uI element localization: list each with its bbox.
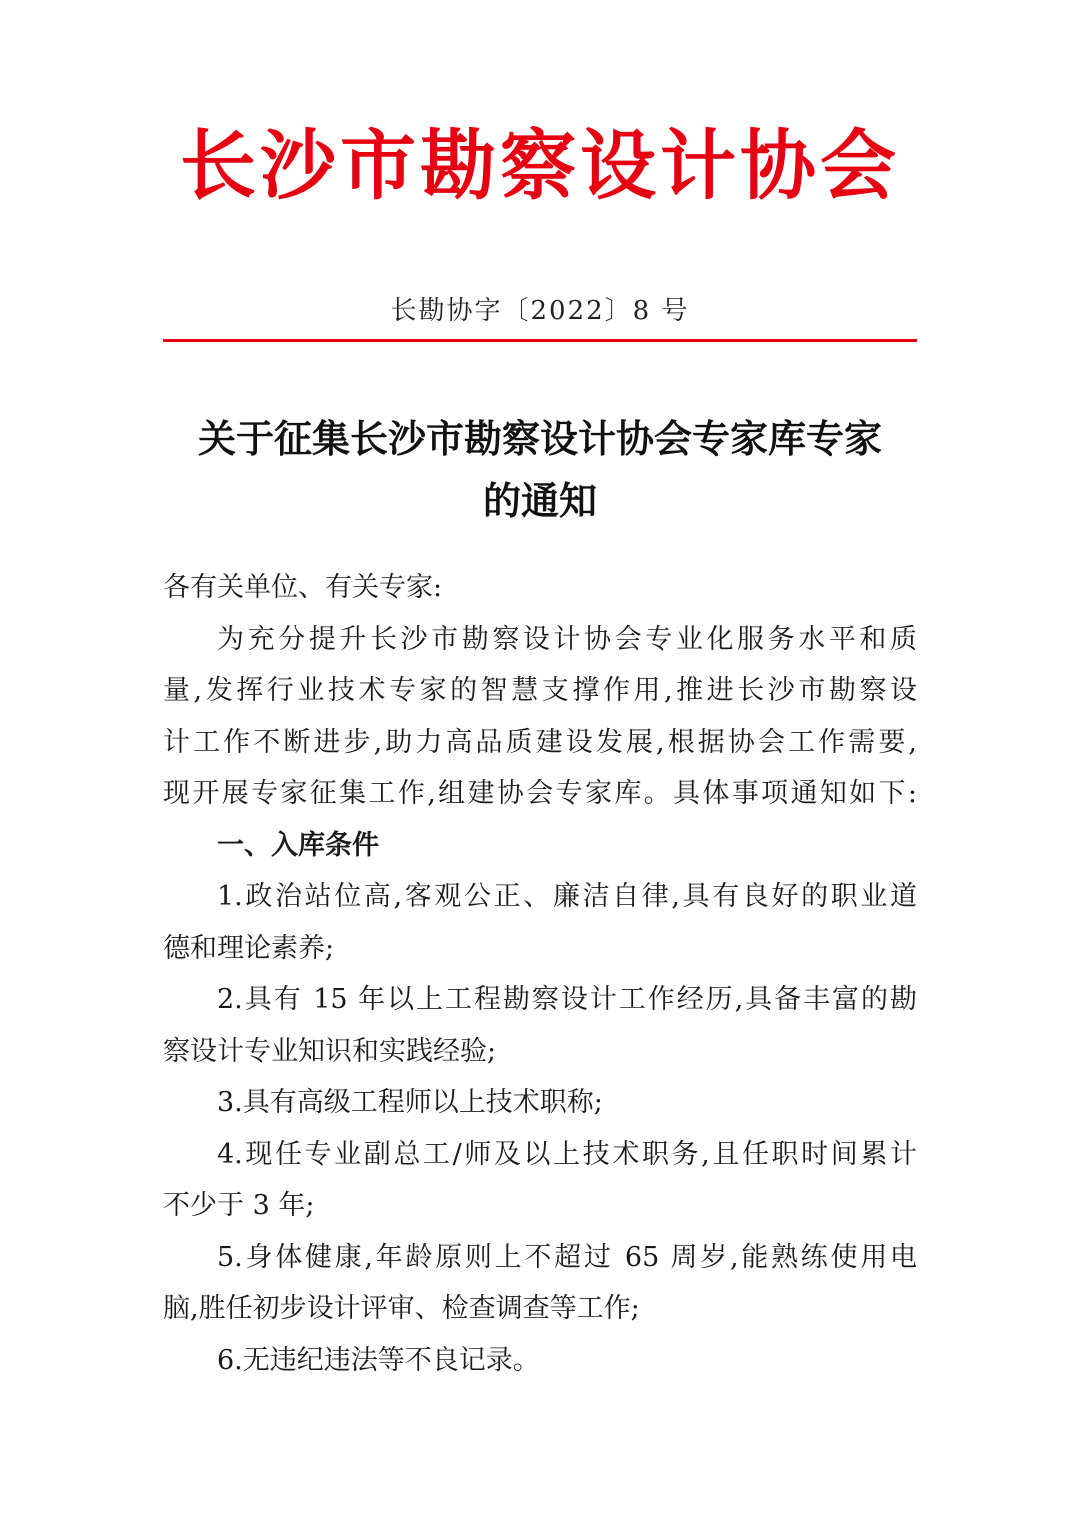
org-letterhead-title: 长沙市勘察设计协会 [180,121,900,210]
notice-title-line-1: 关于征集长沙市勘察设计协会专家库专家 [197,416,882,461]
condition-1-line-2: 德和理论素养; [163,932,335,964]
condition-2-line-1: 2.具有 15 年以上工程勘察设计工作经历,具备丰富的勘 [217,984,917,1015]
condition-3-line-1: 3.具有高级工程师以上技术职称; [217,1087,603,1118]
condition-5-line-2: 脑,胜任初步设计评审、检查调查等工作; [163,1293,640,1324]
condition-6-line-1: 6.无违纪违法等不良记录。 [217,1344,540,1376]
condition-2-line-2: 察设计专业知识和实践经验; [163,1035,497,1067]
intro-line-3: 计工作不断进步,助力高品质建设发展,根据协会工作需要, [163,726,917,758]
intro-line-4: 现开展专家征集工作,组建协会专家库。具体事项通知如下: [163,778,917,809]
condition-1-line-1: 1.政治站位高,客观公正、廉洁自律,具有良好的职业道 [217,881,917,912]
red-separator-line [163,339,917,342]
intro-line-1: 为充分提升长沙市勘察设计协会专业化服务水平和质 [217,623,917,655]
notice-title-line-2: 的通知 [482,478,597,523]
document-number: 长勘协字〔2022〕8 号 [390,296,690,326]
notice-body [163,562,917,1386]
notice-title [140,408,940,532]
condition-5-line-1: 5.身体健康,年龄原则上不超过 65 周岁,能熟练使用电 [217,1241,917,1273]
condition-4-line-2: 不少于 3 年; [163,1190,315,1221]
salutation: 各有关单位、有关专家: [163,572,443,603]
condition-4-line-1: 4.现任专业副总工/师及以上技术职务,且任职时间累计 [217,1138,917,1170]
section-heading-admission-conditions: 一、入库条件 [217,829,379,861]
intro-line-2: 量,发挥行业技术专家的智慧支撑作用,推进长沙市勘察设 [163,675,917,706]
